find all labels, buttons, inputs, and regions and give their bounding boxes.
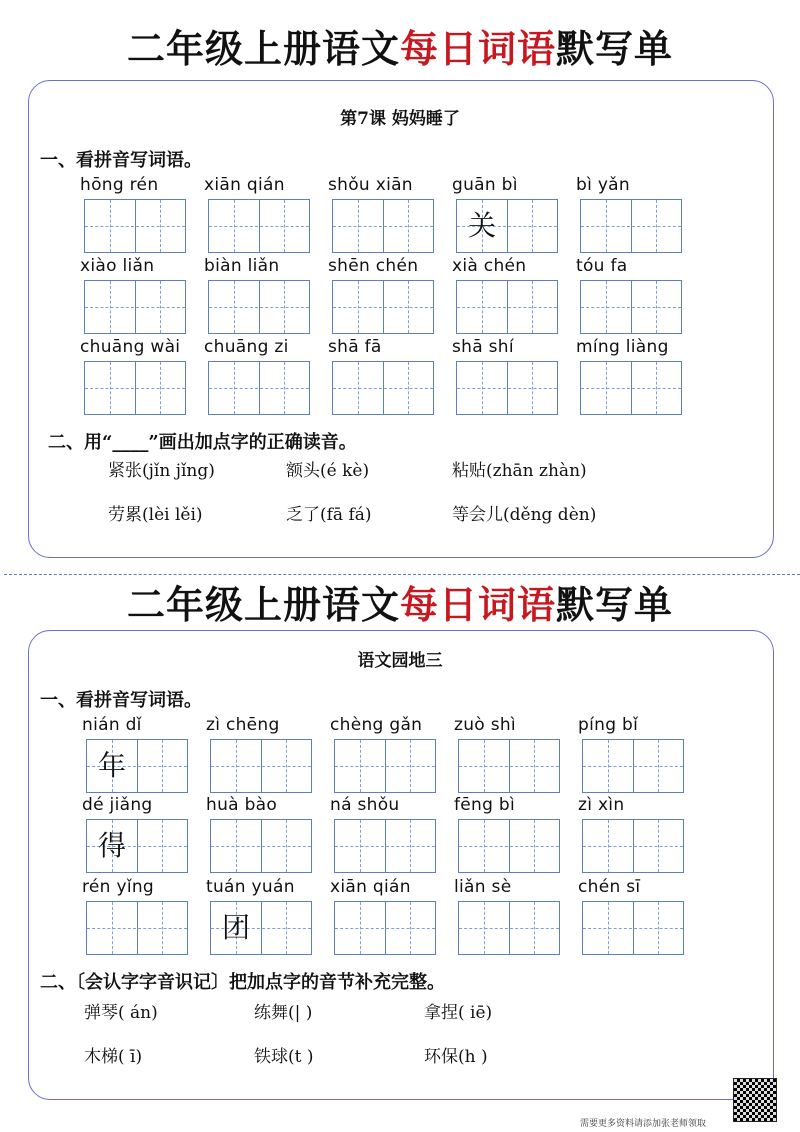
written-char: 年 — [97, 749, 126, 782]
writing-box[interactable] — [210, 739, 312, 793]
sheet1-question: 乏了(fā fá) — [286, 505, 372, 525]
pinyin-label: chuāng zi — [204, 337, 289, 357]
writing-box[interactable] — [580, 361, 682, 415]
pinyin-label: zì xìn — [578, 795, 625, 815]
pinyin-label: rén yǐng — [82, 877, 155, 897]
pinyin-label: chuāng wài — [80, 337, 181, 357]
writing-box[interactable] — [86, 901, 188, 955]
writing-box[interactable] — [84, 361, 186, 415]
title-part-1: 二年级上册语文 — [126, 27, 400, 71]
pinyin-label: shā shí — [452, 337, 514, 357]
sheet2-lesson-title: 语文园地三 — [357, 651, 443, 671]
pinyin-label: huà bào — [206, 795, 278, 815]
writing-box[interactable] — [334, 739, 436, 793]
sheet2-question: 环保(h ) — [424, 1047, 488, 1067]
title-part-3: 默写单 — [556, 27, 674, 71]
writing-box[interactable] — [334, 819, 436, 873]
pinyin-label: dé jiǎng — [82, 795, 153, 815]
writing-box[interactable] — [582, 739, 684, 793]
cut-line-divider — [4, 574, 800, 575]
writing-box[interactable] — [84, 280, 186, 334]
pinyin-label: ná shǒu — [330, 795, 400, 815]
footer-note: 需要更多资料请添加张老师领取 — [580, 1119, 707, 1129]
writing-box[interactable] — [456, 199, 558, 253]
pinyin-label: xià chén — [452, 256, 527, 276]
pinyin-label: fēng bì — [454, 795, 516, 815]
writing-box[interactable] — [458, 739, 560, 793]
sheet2-section2-heading: 二、〔会认字字音识记〕把加点字的音节补充完整。 — [40, 972, 445, 993]
pinyin-label: hōng rén — [80, 175, 159, 195]
writing-box[interactable] — [332, 199, 434, 253]
title-part-1: 二年级上册语文 — [126, 583, 400, 627]
pinyin-label: nián dǐ — [82, 715, 142, 735]
writing-box[interactable] — [332, 361, 434, 415]
sheet1-question: 紧张(jǐn jǐng) — [108, 461, 215, 481]
pinyin-label: xiào liǎn — [80, 256, 155, 276]
pinyin-label: tóu fa — [576, 256, 628, 276]
sheet2-question: 木梯( ī) — [84, 1047, 143, 1067]
pinyin-label: biàn liǎn — [204, 256, 280, 276]
pinyin-label: guān bì — [452, 175, 518, 195]
writing-box[interactable] — [208, 361, 310, 415]
sheet1-question: 额头(é kè) — [286, 461, 370, 481]
sheet2-section1-heading: 一、看拼音写词语。 — [40, 690, 202, 711]
writing-box[interactable] — [210, 819, 312, 873]
title-part-2: 每日词语 — [399, 583, 556, 627]
written-char: 得 — [97, 829, 126, 862]
written-char: 关 — [467, 209, 496, 242]
sheet2-question: 弹琴( án) — [84, 1003, 158, 1023]
sheet2-question: 拿捏( iē) — [424, 1003, 493, 1023]
writing-box[interactable] — [210, 901, 312, 955]
writing-box[interactable] — [456, 361, 558, 415]
writing-box[interactable] — [580, 280, 682, 334]
writing-box[interactable] — [456, 280, 558, 334]
sheet1-section1-heading: 一、看拼音写词语。 — [40, 150, 202, 171]
sheet2-question: 铁球(t ) — [254, 1047, 314, 1067]
pinyin-label: míng liàng — [576, 337, 669, 357]
pinyin-label: chén sī — [578, 877, 641, 897]
title-part-2: 每日词语 — [399, 27, 556, 71]
sheet2-question: 练舞(| ) — [254, 1003, 313, 1023]
sheet1-section2-heading: 二、用“____”画出加点字的正确读音。 — [48, 432, 357, 453]
writing-box[interactable] — [208, 280, 310, 334]
pinyin-label: bì yǎn — [576, 175, 630, 195]
writing-box[interactable] — [582, 901, 684, 955]
writing-box[interactable] — [580, 199, 682, 253]
sheet1-question: 粘贴(zhān zhàn) — [452, 461, 587, 481]
writing-box[interactable] — [332, 280, 434, 334]
pinyin-label: chèng gǎn — [330, 715, 423, 735]
writing-box[interactable] — [458, 901, 560, 955]
sheet1-question: 劳累(lèi lěi) — [108, 505, 203, 525]
pinyin-label: shēn chén — [328, 256, 419, 276]
written-char: 团 — [221, 911, 250, 944]
qr-code-icon — [733, 1078, 777, 1122]
writing-box[interactable] — [334, 901, 436, 955]
writing-box[interactable] — [458, 819, 560, 873]
writing-box[interactable] — [86, 819, 188, 873]
sheet2-title — [0, 580, 800, 630]
sheet1-title — [0, 24, 800, 74]
pinyin-label: shā fā — [328, 337, 382, 357]
pinyin-label: xiān qián — [330, 877, 411, 897]
title-part-3: 默写单 — [556, 583, 674, 627]
writing-box[interactable] — [84, 199, 186, 253]
writing-box[interactable] — [582, 819, 684, 873]
sheet1-question: 等会儿(děng dèn) — [452, 505, 597, 525]
pinyin-label: xiān qián — [204, 175, 285, 195]
sheet1-lesson-title: 第7课 妈妈睡了 — [340, 109, 460, 129]
pinyin-label: tuán yuán — [206, 877, 295, 897]
pinyin-label: píng bǐ — [578, 715, 639, 735]
writing-box[interactable] — [208, 199, 310, 253]
pinyin-label: zì chēng — [206, 715, 280, 735]
pinyin-label: zuò shì — [454, 715, 516, 735]
pinyin-label: shǒu xiān — [328, 175, 413, 195]
writing-box[interactable] — [86, 739, 188, 793]
pinyin-label: liǎn sè — [454, 877, 512, 897]
